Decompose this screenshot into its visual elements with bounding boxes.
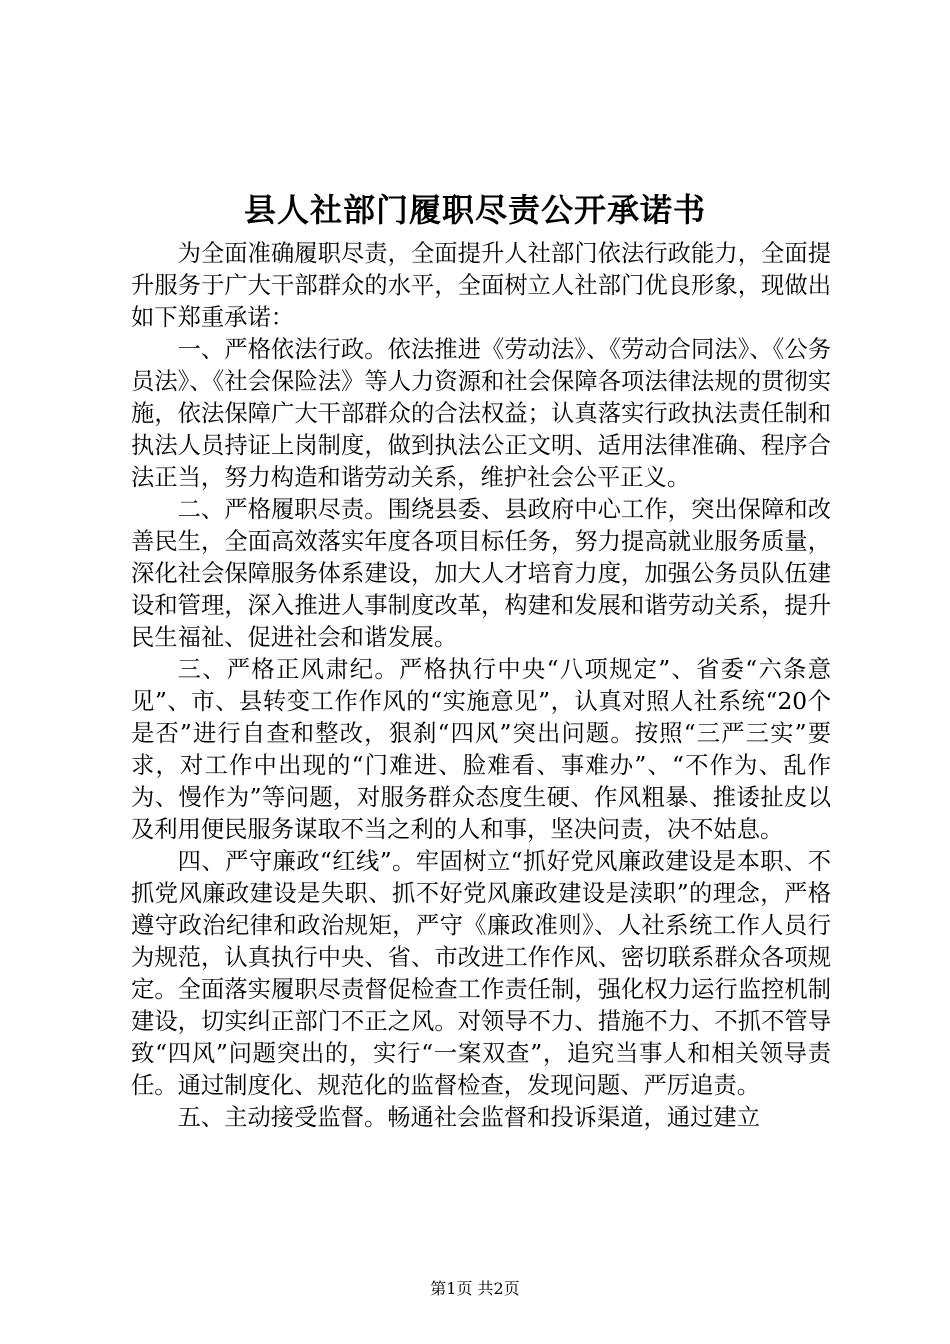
document-body [131,238,831,1134]
paragraph-4: 四、严守廉政“红线”。牢固树立“抓好党风廉政建设是本职、不抓党风廉政建设是失职、抓不好党风廉政建设是渎职”的理念，严格遵守政治纪律和政治规矩，严守《廉政准则》、人社系统工作人员行为规范，认真执行中央、省、市改进工作作风、密切联系群众各项规定。全面落实履职尽责督促检查工作责任制，强化权力运行监控机制建设，切实纠正部门不正之风。对领导不力、措施不力、不抓不管导致“四风”问题突出的，实行“一案双查”，追究当事人和相关领导责任。通过制度化、规范化的监督检查，发现问题、严厉追责。 [131,848,831,1099]
paragraph-3: 三、严格正风肃纪。严格执行中央“八项规定”、省委“六条意见”、市、县转变工作作风的“实施意见”，认真对照人社系统“20个是否”进行自查和整改，狠刹“四风”突出问题。按照“三严三实”要求，对工作中出现的“门难进、脸难看、事难办”、“不作为、乱作为、慢作为”等问题，对服务群众态度生硬、作风粗暴、推诿扯皮以及利用便民服务谋取不当之利的人和事，坚决问责，决不姑息。 [131,656,831,843]
paragraph-1: 一、严格依法行政。依法推进《劳动法》、《劳动合同法》、《公务员法》、《社会保险法》等人力资源和社会保障各项法律法规的贯彻实施，依法保障广大干部群众的合法权益；认真落实行政执法责任制和执法人员持证上岗制度，做到执法公正文明、适用法律准确、程序合法正当，努力构造和谐劳动关系，维护社会公平正义。 [131,336,831,491]
document-title: 县人社部门履职尽责公开承诺书 [243,191,706,229]
paragraph-5: 五、主动接受监督。畅通社会监督和投诉渠道，通过建立 [177,1104,761,1131]
page-footer: 第1页 共2页 [430,1279,520,1298]
paragraph-2: 二、严格履职尽责。围绕县委、县政府中心工作，突出保障和改善民生，全面高效落实年度各项目标任务，努力提高就业服务质量，深化社会保障服务体系建设，加大人才培育力度，加强公务员队伍建设和管理，深入推进人事制度改革，构建和发展和谐劳动关系，提升民生福祉、促进社会和谐发展。 [131,496,831,651]
paragraph-intro: 为全面准确履职尽责，全面提升人社部门依法行政能力，全面提升服务于广大干部群众的水平，全面树立人社部门优良形象，现做出如下郑重承诺： [131,240,831,331]
